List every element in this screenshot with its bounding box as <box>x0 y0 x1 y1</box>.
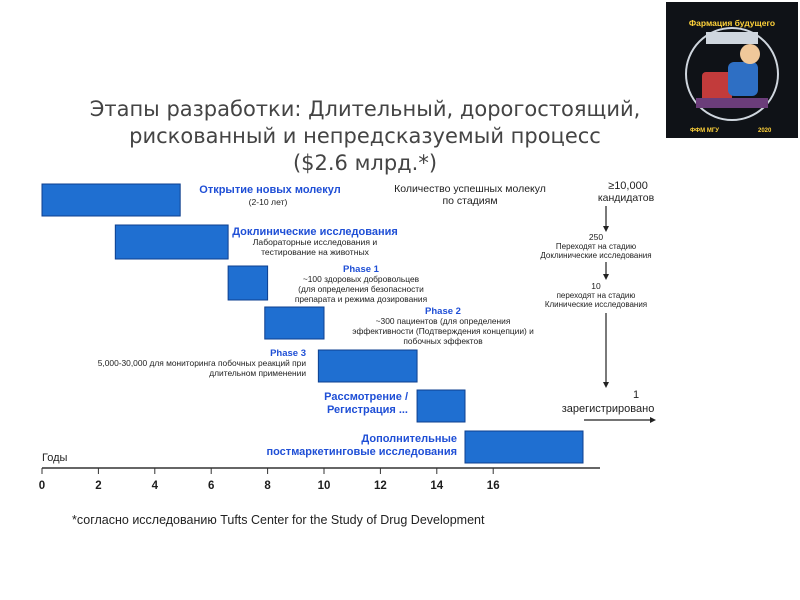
stage-note-5-1: 5,000-30,000 для мониторинга побочных реакций при <box>97 358 306 368</box>
stage-label-7-1: Дополнительные <box>361 433 457 445</box>
stage-label-1: Открытие новых молекул <box>199 184 341 196</box>
x-axis-title: Годы <box>42 452 68 464</box>
stage-note-2-1: Лабораторные исследования и <box>252 237 378 247</box>
bar-5 <box>318 350 417 382</box>
logo-bottom-right: 2020 <box>758 128 772 134</box>
funnel-label-2-2: Доклинические исследования <box>540 251 652 260</box>
x-tick-label-10: 10 <box>317 480 331 492</box>
title-line-3: ($2.6 млрд.*) <box>292 151 438 175</box>
stage-note-5-2: длительном применении <box>209 368 306 378</box>
funnel-arrow-2-head <box>603 274 609 280</box>
stage-label-5: Phase 3 <box>270 348 306 359</box>
stage-note-3-1: ~100 здоровых добровольцев <box>302 274 420 284</box>
stage-label-7-2: постмаркетинговые исследования <box>266 446 457 458</box>
x-tick-label-12: 12 <box>374 480 387 492</box>
x-tick-label-6: 6 <box>207 480 215 492</box>
funnel-header-1: Количество успешных молекул <box>394 183 546 195</box>
funnel-label-3-1: переходят на стадию <box>556 291 636 300</box>
bar-2 <box>115 225 228 259</box>
stage-label-6-1: Рассмотрение / <box>324 391 408 403</box>
stage-note-2-2: тестирование на животных <box>261 247 369 257</box>
funnel-label-1: кандидатов <box>597 192 655 204</box>
x-tick-label-2: 2 <box>95 480 102 492</box>
x-tick-label-4: 4 <box>151 480 159 492</box>
footnote: *согласно исследованию Tufts Center for the Study of Drug Development <box>72 513 485 527</box>
funnel-label-3-2: Клинические исследования <box>544 300 648 309</box>
bar-3 <box>228 266 267 300</box>
title-line-1: Этапы разработки: Длительный, дорогостоящий, <box>89 97 641 121</box>
funnel-value-4: 1 <box>632 389 640 401</box>
funnel-value-2: 250 <box>588 232 604 242</box>
stage-note-1-1: (2-10 лет) <box>248 197 288 207</box>
funnel-arrow-1-head <box>603 226 609 232</box>
stage-label-2: Доклинические исследования <box>232 226 398 238</box>
bar-6 <box>417 390 465 422</box>
stage-note-4-2: эффективности (Подтверждения концепции) и <box>352 326 534 336</box>
bar-7 <box>465 431 583 463</box>
registration-arrow-head <box>650 417 656 423</box>
x-tick-label-16: 16 <box>486 480 500 492</box>
bar-1 <box>42 184 180 216</box>
logo-bottom-left: ФФМ МГУ <box>690 128 719 134</box>
stage-label-4: Phase 2 <box>425 306 461 317</box>
stage-note-3-3: препарата и режима дозирования <box>294 294 428 304</box>
stage-note-4-1: ~300 пациентов (для определения <box>375 316 511 326</box>
stage-note-4-3: побочных эффектов <box>403 336 483 346</box>
logo-title: Фармация будущего <box>688 18 776 28</box>
funnel-header-2: по стадиям <box>442 195 498 207</box>
x-tick-label-0: 0 <box>38 480 46 492</box>
title-line-2: рискованный и непредсказуемый процесс <box>129 124 601 148</box>
funnel-value-1: ≥10,000 <box>608 180 648 192</box>
stage-label-6-2: Регистрация ... <box>326 404 408 416</box>
funnel-label-2-1: Переходят на стадию <box>555 242 637 251</box>
x-tick-label-8: 8 <box>264 480 271 492</box>
stage-label-3: Phase 1 <box>343 264 379 275</box>
funnel-arrow-3-head <box>603 382 609 388</box>
funnel-value-3: 10 <box>591 281 601 291</box>
bar-4 <box>265 307 324 339</box>
funnel-label-4: зарегистрировано <box>561 403 655 415</box>
x-tick-label-14: 14 <box>430 480 444 492</box>
stage-note-3-2: (для определения безопасности <box>298 284 424 294</box>
